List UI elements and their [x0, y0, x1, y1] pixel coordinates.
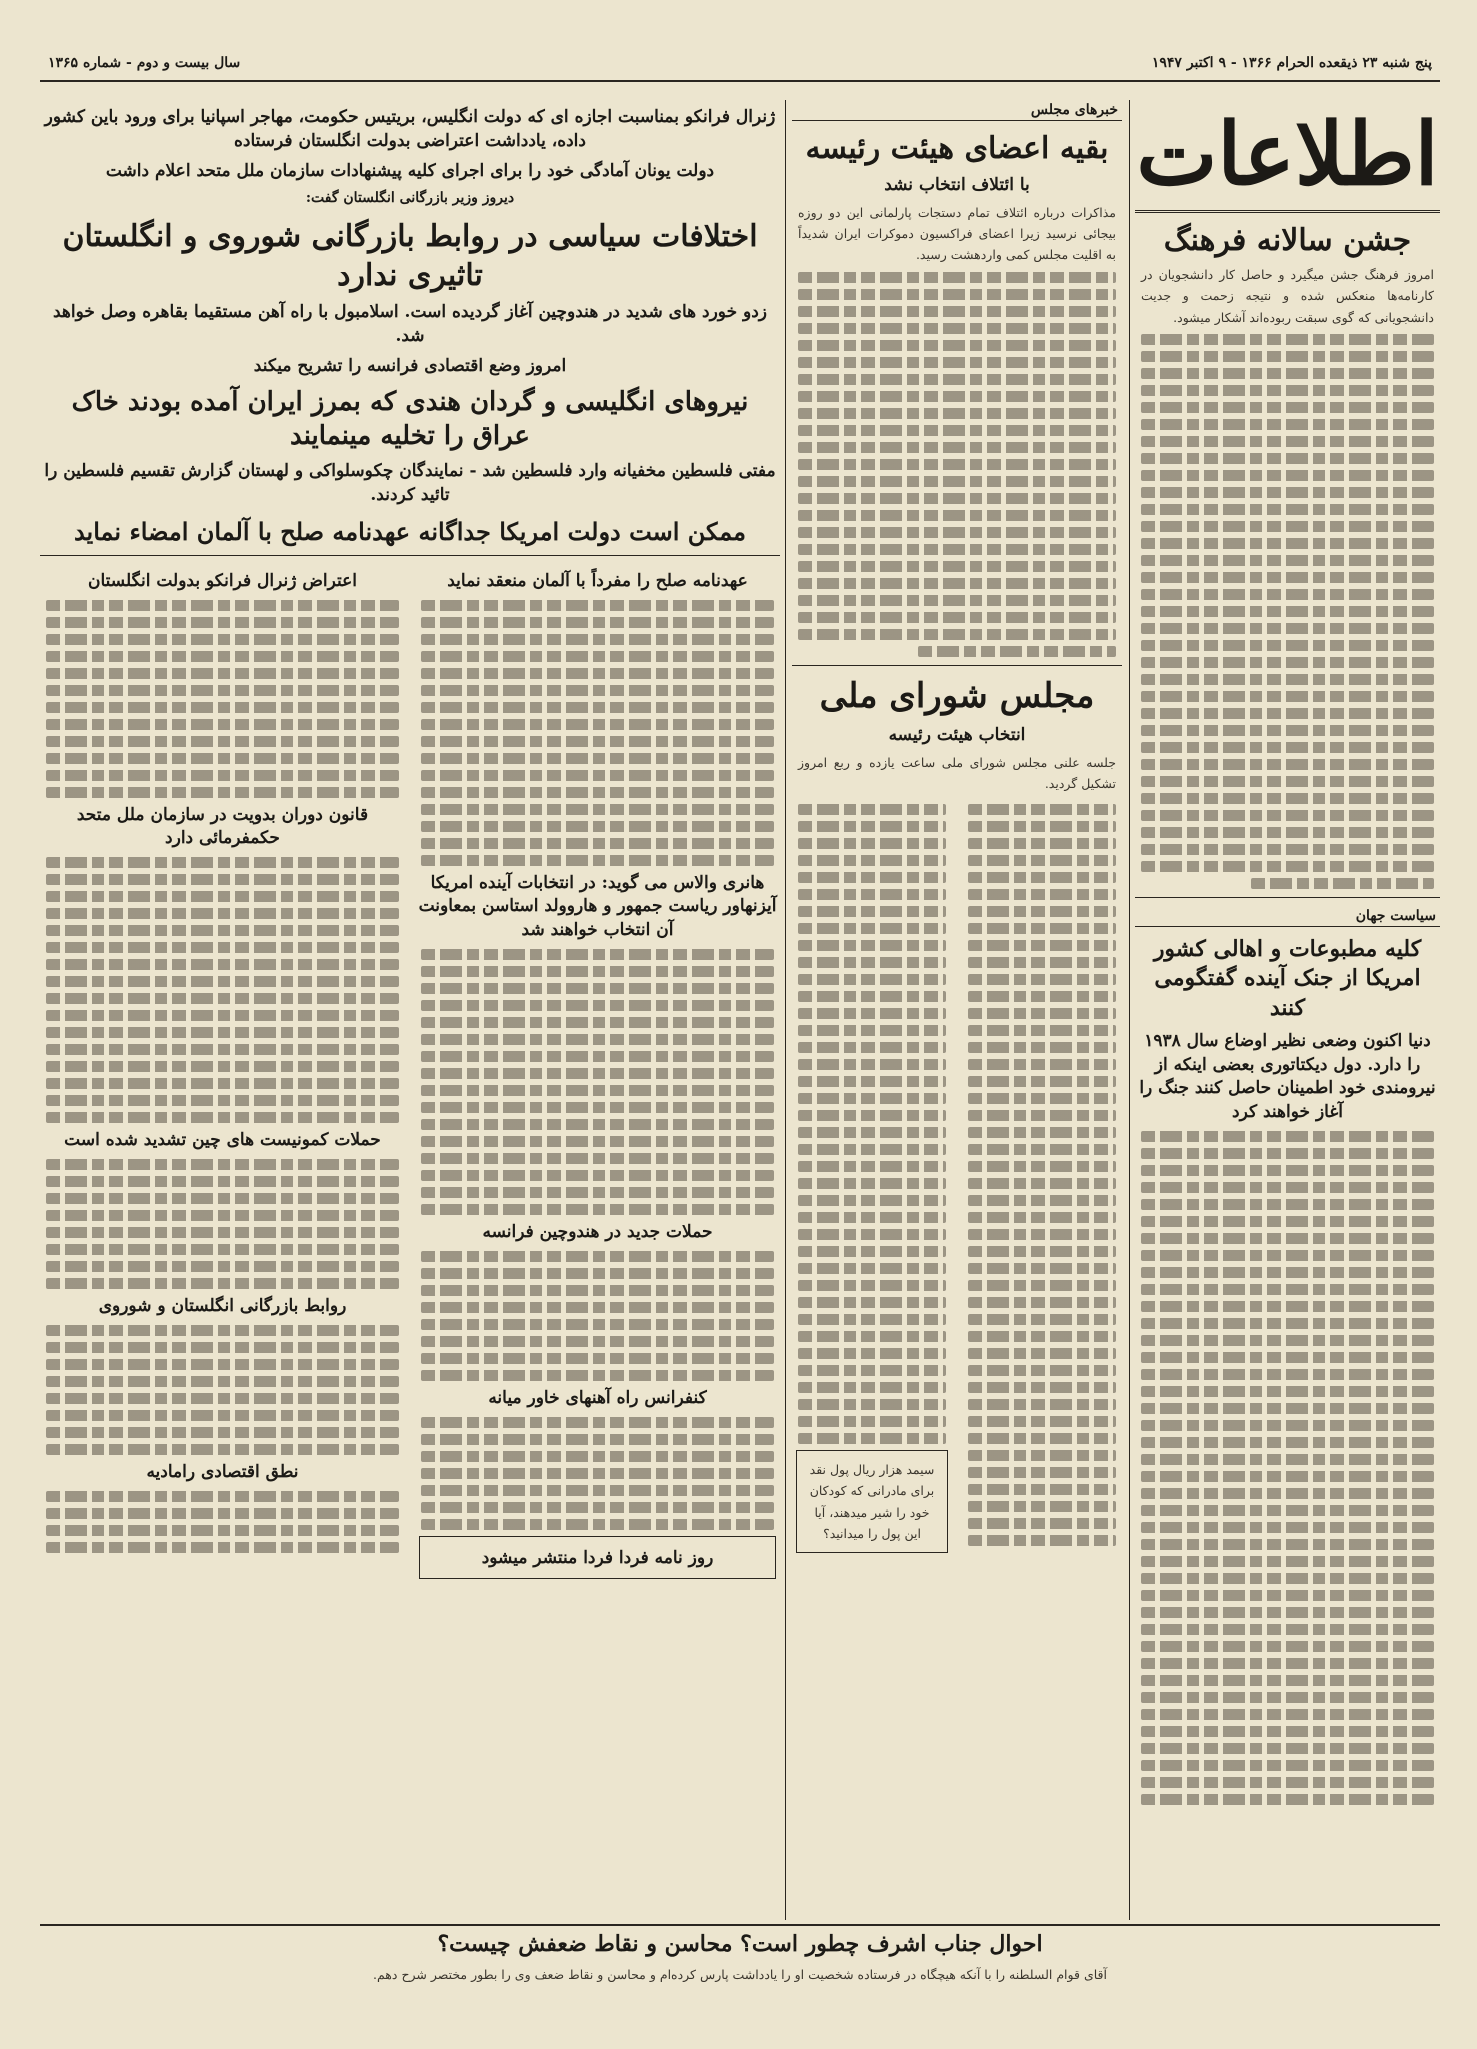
newspaper-page	[40, 55, 1440, 2010]
subhead-wallace: هانری والاس می گوید: در انتخابات آینده امریکا آیزنهاور ریاست جمهور و هاروولد استاسن بمعاونت آن انتخاب خواهند شد	[418, 872, 777, 941]
subhead-indochina: حملات جدید در هندوچین فرانسه	[482, 1221, 713, 1242]
tomorrow-paper-box	[419, 1536, 776, 1580]
headline-qavam: احوال جناب اشرف چطور است؟ محاسن و نقاط ضعفش چیست؟	[437, 1931, 1043, 1957]
headline-trade-relations: اختلافات سیاسی در روابط بازرگانی شوروی و انگلستان تاثیری ندارد	[62, 218, 758, 293]
section-world-politics: سیاست جهان	[1135, 906, 1440, 927]
column-left	[40, 100, 780, 2000]
subhead-us-war: دنیا اکنون وضعی نظیر اوضاع سال ۱۹۳۸ را دارد. دول دیکتاتوری بعضی اینکه از نیرومندی خود اطمینان حاصل کنند جنگ را آغاز خواهند کرد	[1139, 1030, 1436, 1123]
milk-money-box	[796, 1450, 948, 1553]
lead-trade-minister: دیروز وزیر بازرگانی انگلستان گفت:	[305, 190, 515, 207]
kicker-majlis-news: خبرهای مجلس	[792, 100, 1122, 121]
subhead-uk-ussr-trade: روابط بازرگانی انگلستان و شوروی	[98, 1295, 347, 1316]
lead-palestine: مفتی فلسطین مخفیانه وارد فلسطین شد - نمایندگان چکوسلواکی و لهستان گزارش تقسیم فلسطین را تائید کردند.	[44, 460, 776, 505]
subhead-coalition: با ائتلاف انتخاب نشد	[884, 175, 1030, 195]
culture-lead: امروز فرهنگ جشن میگیرد و حاصل کار دانشجویان در کارنامه‌ها منعکس شده و نتیجه زحمت و جدیت دانشجویانی که گوی سبقت ربوده‌اند آشکار میشود.	[1141, 267, 1434, 325]
subhead-separate-treaty: عهدنامه صلح را مفرداً با آلمان منعقد نماید	[447, 570, 748, 591]
column-middle	[792, 100, 1122, 2000]
presidium-lead: مذاکرات درباره ائتلاف تمام دستجات پارلمانی این دو روزه بیجائی نرسید زیرا اعضای فراکسیون دموکرات ایران شدیداً به اقلیت مجلس کمی واردهشت رسید.	[798, 204, 1116, 263]
headline-presidium: بقیه اعضای هیئت رئیسه	[805, 131, 1109, 166]
lead-greece: دولت یونان آمادگی خود را برای اجرای کلیه پیشنهادات سازمان ملل متحد اعلام داشت	[105, 160, 715, 181]
headline-us-war: کلیه مطبوعات و اهالی کشور امریکا از جنک آینده گفتگومی کنند	[1153, 935, 1422, 1022]
subhead-majlis: انتخاب هیئت رئیسه	[888, 724, 1026, 745]
issue-date: پنج شنبه ۲۳ ذیقعده الحرام ۱۳۶۶ - ۹ اکتبر ۱۹۴۷	[1151, 55, 1432, 71]
milk-money-text: سیمد هزار ریال پول نقد برای مادرانی که کودکان خود را شیر میدهند، آیا این پول را میدانید؟	[809, 1462, 935, 1541]
subhead-ramadier-speech: نطق اقتصادی رامادیه	[146, 1461, 299, 1482]
headline-iraq-withdrawal: نیروهای انگلیسی و گردان هندی که بمرز ایران آمده بودند خاک عراق را تخلیه مینمایند	[71, 387, 749, 452]
bottom-feature	[40, 1924, 1440, 2008]
headline-majlis: مجلس شورای ملی	[819, 675, 1095, 716]
tomorrow-paper-note: روز نامه فردا فردا منتشر میشود	[481, 1547, 714, 1568]
masthead-title: اطلاعات	[1135, 100, 1440, 213]
lead-indochina: زدو خورد های شدید در هندوچین آغاز گردیده است. اسلامبول با راه آهن مستقیما بقاهره وصل خواهد شد.	[53, 301, 767, 346]
column-rule-2	[785, 100, 787, 1920]
qavam-lead: آقای قوام السلطنه را با آنکه هیچگاه در فرستاده شخصیت او را یادداشت پارس کرده‌ام و محاسن و نقاط ضعف وی را بطور مختصر شرح دهم.	[373, 1966, 1107, 1982]
headline-germany-treaty: ممکن است دولت امریکا جداگانه عهدنامه صلح با آلمان امضاء نماید	[73, 516, 747, 546]
majlis-lead: جلسه علنی مجلس شورای ملی ساعت یازده و ربع امروز تشکیل گردید.	[798, 754, 1116, 791]
dateline	[40, 48, 1440, 78]
lead-ramadier: امروز وضع اقتصادی فرانسه را تشریح میکند	[253, 355, 567, 376]
subhead-franco-protest: اعتراض ژنرال فرانکو بدولت انگلستان	[87, 570, 358, 591]
headline-culture: جشن سالانه فرهنگ	[1163, 223, 1412, 258]
column-rule-1	[1129, 100, 1131, 1920]
subhead-un-law: قانون دوران بدویت در سازمان ملل متحد حکمفرمائی دارد	[76, 804, 369, 849]
top-rule	[40, 80, 1440, 82]
lead-franco: ژنرال فرانکو بمناسبت اجازه ای که دولت انگلیس، بریتیس حکومت، مهاجر اسپانیا برای ورود باین کشور داده، یادداشت اعتراضی بدولت انگلستان فرستاده	[44, 107, 776, 151]
subhead-railways: کنفرانس راه آهنهای خاور میانه	[488, 1387, 707, 1408]
issue-number: سال بیست و دوم - شماره ۱۳۶۵	[48, 55, 241, 71]
subhead-china-communists: حملات کمونیست های چین تشدید شده است	[64, 1130, 381, 1151]
column-right	[1135, 100, 1440, 2000]
